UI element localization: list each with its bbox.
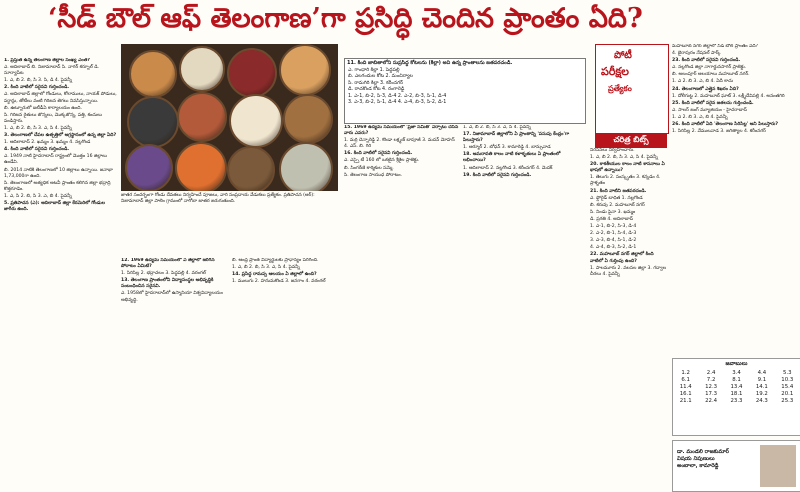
question-column-far <box>672 44 798 354</box>
option-text: సి. తెలంగాణ సాయుధ పోరాటం. <box>344 172 403 178</box>
fort-match-row: డి. రాచకొండ కోట 4. రంగారెడ్డి <box>348 87 405 93</box>
answer-cell: 16.1 <box>679 391 692 398</box>
option-text: 4. బైరాపురం నేషనల్ పార్క్ <box>672 51 721 57</box>
question-column-mid1 <box>121 258 226 488</box>
question-text: 12. 1969 ఉద్యమ సమయంలో ఏ జిల్లాలో జరిగిన పోరాటం ఏమిటి? <box>121 258 215 270</box>
option-text: 1. ఎ, బి 2. బి, సి 3. సి, డి 4. పైవన్నీ <box>4 78 73 84</box>
question-text: 1. ప్రస్తుత ఉన్న తెలంగాణ జిల్లాల సంఖ్య ఎంత? <box>4 58 90 63</box>
fort-match-row: 3. ఎ-3, బి-2, సి-1, డి-4 4. ఎ-4, బి-3, సి-2, డి-1 <box>348 100 447 106</box>
answers-box <box>672 358 800 436</box>
answer-cell: 13.4 <box>730 383 743 390</box>
answer-cell: 14.1 <box>755 383 768 390</box>
answer-cell: 11.4 <box>679 383 692 390</box>
option-text: ఎ. సాలర్ జంగ్ మ్యూజియం - హైదరాబాద్ <box>672 107 747 113</box>
photo-caption: జాతర సందర్భంగా గోండు దేవతలు నిర్వహించే పూజలు, వారి సంప్రదాయ వేడుకలు ప్రత్యేకం. ప్రతిపాదన (ఆర్): నిజామాబాద్ జిల్లా పాలెం గ్రామంలో నాగోబా జాతర జరుగుతుంది. <box>121 193 315 204</box>
banner-line-3: ప్రత్యేకం <box>608 83 632 93</box>
fort-match-box <box>344 58 586 124</box>
option-text: 1. పాలమూరు 2. వలసల జిల్లా 3. గద్వాల చీరలు 4. పైవన్నీ <box>590 265 667 277</box>
option-text: 1. ఎ, బి 2. బి, సి 3. ఎ, సి 4. పైవన్నీ <box>463 125 531 130</box>
option-text: 1. మర్రి చెన్నారెడ్డి 2. కొండా లక్ష్మణ్ బాపూజీ 3. మదన్ మోహన్ 4. ఎస్. బి. గిరి <box>344 138 455 150</box>
seed-bowls-photo <box>121 44 338 191</box>
seed-bowl <box>227 48 277 98</box>
answers-table <box>673 369 800 405</box>
seed-bowl <box>125 144 173 191</box>
option-text: 1. సిరిసిల్ల 2. వేములవాడ 3. జగిత్యాల 4. కరీంనగర్ <box>672 129 766 135</box>
option-text: బి. 2014 నాటికి తెలంగాణలో 10 జిల్లాలు ఉన్నాయి. జనాభా 1,73,000గా ఉంది. <box>4 167 113 179</box>
option-text: ఎ. ఆదిలాబాద్ జిల్లాలో గోండులు, కోలాములు, నాయక్ పోడులు, పర్ధాన్లు, తోటీలు వంటి గిరిజన తెగలు నివసిస్తున్నాయి. <box>4 92 117 104</box>
seed-bowl <box>179 46 225 92</box>
option-text: సి. గిరిజన రైతులు జొన్నలు, మొక్కజొన్న, పత్తి, కందులు పండిస్తారు. <box>4 112 103 124</box>
answer-cell: 2.4 <box>706 369 716 376</box>
answer-cell: 18.1 <box>730 391 743 398</box>
answer-cell: 17.3 <box>705 391 718 398</box>
question-text: 17. నిజామాబాద్ జిల్లాలోని ఏ ప్రాంతాన్ని 'పసుపు కేంద్రం'గా పిలుస్తారు? <box>463 132 570 144</box>
question-column-right <box>590 148 668 488</box>
banner-line-2: పరీక్షల <box>601 65 629 78</box>
question-text: 13. తెలంగాణ ప్రాంతంలోని విద్యాసంస్థల అభివృద్ధికి సంబంధించిన సరైనవి. <box>121 278 214 290</box>
headline: ‘సీడ్ బౌల్ ఆఫ్ తెలంగాణ’గా ప్రసిద్ధి చెందిన ప్రాంతం ఏది? <box>48 3 643 34</box>
option-text: డి. ప్రగతి 4. ఆదిలాబాద్ <box>590 216 634 222</box>
question-text: 25. కింది వాటిలో సరైన జతలను గుర్తించండి. <box>672 100 754 106</box>
question-text: 14. ప్రసిద్ధ రామప్ప ఆలయం ఏ జిల్లాలో ఉంది? <box>232 272 317 278</box>
seed-bowl <box>229 94 283 148</box>
seed-bowl <box>127 96 179 148</box>
banner-line-1: పోటీ <box>614 50 632 61</box>
answer-row <box>673 398 800 405</box>
option-text: 1. ఆదిలాబాద్ 2. నల్లగొండ 3. కరీంనగర్ 4. మెదక్ <box>463 165 553 171</box>
answer-cell: 7.2 <box>706 376 716 383</box>
option-text: ఎ. ఆదిలాబాద్ బి. నిజామాబాద్ సి. నాగర్ కర్నూల్ డి. సూర్యాపేట <box>4 65 100 77</box>
option-text: ఎ. ఫ్లోరైడ్ బాధిత 1. నల్లగొండ <box>590 195 643 201</box>
option-text: బి. కరువు 2. మహబూబ్ నగర్ <box>590 202 645 208</box>
option-text: 1. ములుగు 2. హనుమకొండ 3. జనగాం 4. వరంగల్ <box>232 279 326 285</box>
author-role: విషయ నిపుణులు <box>677 456 715 462</box>
option-text: 1. ఆదిలాబాద్ 2. ఖమ్మం 3. ఖమ్మం 4. నల్లగొండ <box>4 140 91 146</box>
option-text: 1. సిరిసిల్ల 2. భద్రాచలం 3. పెద్దపల్లి 4. వరంగల్ <box>121 271 206 277</box>
option-text: 1. దోలీగుట్ట 2. మహబూబ్ ఘాట్ 3. లక్ష్మీదేవిపల్లి 4. అనంతగిరి <box>672 93 785 99</box>
question-text: 19. కింది వాటిలో సరైనవి గుర్తించండి. <box>463 172 532 178</box>
answer-row <box>673 376 800 383</box>
question-text: 5. ప్రతిపాదన (ఎ): ఆదిలాబాద్ జిల్లా కేరమెరిలో గోండుల జాగీరు ఉంది. <box>4 200 105 213</box>
question-text: 16. కింది వాటిలో సరైనవి గుర్తించండి. <box>344 151 413 157</box>
option-text: బి. సింగరేణి కార్మికుల సమ్మె. <box>344 165 394 171</box>
answer-cell: 6.1 <box>681 376 690 383</box>
option-text: 3. ఎ-3, బి-4, సి-1, డి-2 <box>590 238 637 244</box>
option-text: సి. నిండు పైనా 3. ఖమ్మం <box>590 209 636 215</box>
answer-row <box>673 391 800 398</box>
answer-cell: 4.4 <box>757 369 767 376</box>
answer-cell: 15.4 <box>781 383 794 390</box>
answer-cell: 19.2 <box>755 391 768 398</box>
option-text: 1. ఎ 2. బి 3. ఎ, బి 4. పైవన్నీ <box>672 114 728 120</box>
answer-row <box>673 369 800 376</box>
option-text: బి. అలంపూర్ ఆలయాలు మహబూబ్ నగర్. <box>672 72 750 78</box>
answer-cell: 10.3 <box>781 376 794 383</box>
question-text: 15. 1969 ఉద్యమ సమయంలో 'ప్రజా సమితి' ఏర్పాటు చేసిన వారు ఎవరు? <box>344 125 459 137</box>
answer-cell: 21.1 <box>679 398 692 405</box>
answer-cell: 8.1 <box>732 376 741 383</box>
question-text: 23. కింది వాటిలో సరైనవి గుర్తించండి. <box>672 58 741 64</box>
option-text: ఎ. 1949 నాటి హైదరాబాద్ రాష్ట్రంలో మొత్తం 16 జిల్లాలు ఉండేవి. <box>4 154 107 166</box>
option-text: 1. ఎ, సి 2. బి, సి 3. ఎ, బి 4. పైవన్నీ <box>4 193 72 199</box>
question-text: 20. కాకతీయుల కాలం నాటి శాసనాలు ఏ భాషలో ఉన్నాయి? <box>590 162 665 174</box>
question-text: 4. కింది వాటిలో సరైనవి గుర్తించండి. <box>4 147 70 153</box>
author-photo <box>760 445 796 487</box>
answer-cell: 1.2 <box>681 369 690 376</box>
fort-match-row: ఎ. గాంధారి కిల్లా 1. పెద్దపల్లి <box>348 68 400 73</box>
option-text: 1. ఎ 2. బి 3. ఎ, బి 4. ఏదీ కాదు <box>672 79 734 85</box>
option-text: బి. ఆంధ్ర ప్రాంత విద్యార్థులకు ప్రాధాన్యం పెరిగింది. <box>232 258 319 263</box>
author-text <box>677 449 757 470</box>
seed-bowl <box>283 94 333 144</box>
option-text: బి. ఉట్నూరులో ఐటీడీఏ కార్యాలయం ఉంది. <box>4 105 82 111</box>
question-text: 22. మహబూబ్ నగర్ జిల్లాలో కింది వాటిలో ఏ గుర్తింపు ఉంది? <box>590 252 654 264</box>
fort-match-row: బి. ఎలగందుల కోట 2. మంచిర్యాల <box>348 74 413 80</box>
author-box <box>672 440 800 492</box>
option-text: ఎ. నల్లగొండ జిల్లా నాగార్జునసాగర్ ప్రాజెక్టు. <box>672 65 747 71</box>
seed-bowl <box>279 44 331 96</box>
answer-cell: 9.1 <box>757 376 767 383</box>
seed-bowl <box>129 50 177 98</box>
author-place: అంబాలా, కామారెడ్డి <box>677 463 719 469</box>
fort-match-row: 1. ఎ-1, బి-2, సి-3, డి-4 2. ఎ-2, బి-3, సి-1, డి-4 <box>348 93 447 99</box>
answer-cell: 23.3 <box>730 398 743 405</box>
question-text: 21. కింది వాటిని జతపరచండి. <box>590 188 647 194</box>
seed-bowl <box>227 146 275 191</box>
question-column-3 <box>344 125 459 488</box>
option-text: ఎ. 1958లో హైదరాబాద్‌లో ఉస్మానియా విశ్వవిద్యాలయం అభివృద్ధి. <box>121 291 223 303</box>
question-column-1 <box>4 58 117 488</box>
seed-bowl <box>279 142 333 191</box>
history-bits-label: చరిత్ర బిట్స్ <box>595 133 667 148</box>
fort-match-title: 11. కింది జాబితాలోని సుప్రసిద్ధ కోటలను (కిల్లా) అవి ఉన్న ప్రాంతాలను జతపరచండి. <box>347 60 513 66</box>
option-text: మహబూబ్ నగర్ జిల్లాలో సీడ్ బౌల్ ప్రాంతం ఏది? <box>672 44 759 49</box>
exam-special-banner <box>595 44 669 134</box>
option-text: 1. ఆర్మూర్ 2. బోధన్ 3. కామారెడ్డి 4. బాన్సువాడ <box>463 145 551 151</box>
answer-cell: 24.3 <box>755 398 768 405</box>
option-text: ఎ. ఎస్సై టీ 160 లో ఒకటైన శ్రీశైల ప్రాజెక్టు. <box>344 158 420 164</box>
answers-title: జవాబులు <box>725 361 748 367</box>
answer-cell: 5.3 <box>782 369 792 376</box>
answer-cell: 20.1 <box>781 391 794 398</box>
question-column-mid2 <box>232 258 338 488</box>
author-name: డా. మండలి రాజకుమార్ <box>677 449 729 455</box>
option-text: నిరసనలు నిర్వహించారు. <box>590 148 635 153</box>
answer-row <box>673 383 800 390</box>
option-text: 1. ఎ-1, బి-2, సి-3, డి-4 <box>590 224 637 230</box>
question-column-4 <box>463 125 583 488</box>
answer-cell: 25.3 <box>781 398 794 405</box>
answer-cell: 22.4 <box>705 398 718 405</box>
question-text: 24. తెలంగాణలో ఎత్తైన శిఖరం ఏది? <box>672 86 739 92</box>
seed-bowl <box>177 92 227 142</box>
question-text: 26. కింది వాటిలో ఏది 'తెలంగాణ సిరిసిల్ల' అని పిలుస్తారు? <box>672 122 779 128</box>
option-text: 2. ఎ-2, బి-1, సి-4, డి-3 <box>590 231 637 237</box>
question-text: 18. అమరావతి కాలం నాటి కళాకృతులు ఏ ప్రాంతంలో లభించాయి? <box>463 152 561 164</box>
answer-cell: 3.4 <box>732 369 741 376</box>
option-text: 1. ఎ, బి 2. బి, సి 3. ఎ, సి 4. పైవన్నీ <box>232 265 300 271</box>
option-text: సి. తెలంగాణలో అత్యధిక అటవీ ప్రాంతం కలిగిన జిల్లా భద్రాద్రి కొత్తగూడెం. <box>4 180 111 192</box>
question-text: 3. తెలంగాణలో చేపల ఉత్పత్తిలో అగ్రస్థానంలో ఉన్న జిల్లా ఏది? <box>4 133 117 139</box>
option-text: 1. ఎ, బి 2. బి, సి 3. ఎ, సి 4. పైవన్నీ <box>4 125 72 131</box>
option-text: 1. తెలుగు 2. సంస్కృతం 3. కన్నడం 4. ప్రాకృతం <box>590 175 661 187</box>
option-text: 4. ఎ-4, బి-3, సి-2, డి-1 <box>590 245 637 251</box>
fort-match-row: సి. రామగిరి కిల్లా 3. కరీంనగర్ <box>348 80 403 86</box>
seed-bowl <box>175 142 227 191</box>
answer-cell: 12.3 <box>705 383 718 390</box>
option-text: 1. ఎ, బి 2. బి, సి 3. ఎ, సి 4. పైవన్నీ <box>590 155 658 161</box>
question-text: 2. కింది వాటిలో సరైనవి గుర్తించండి. <box>4 85 70 91</box>
